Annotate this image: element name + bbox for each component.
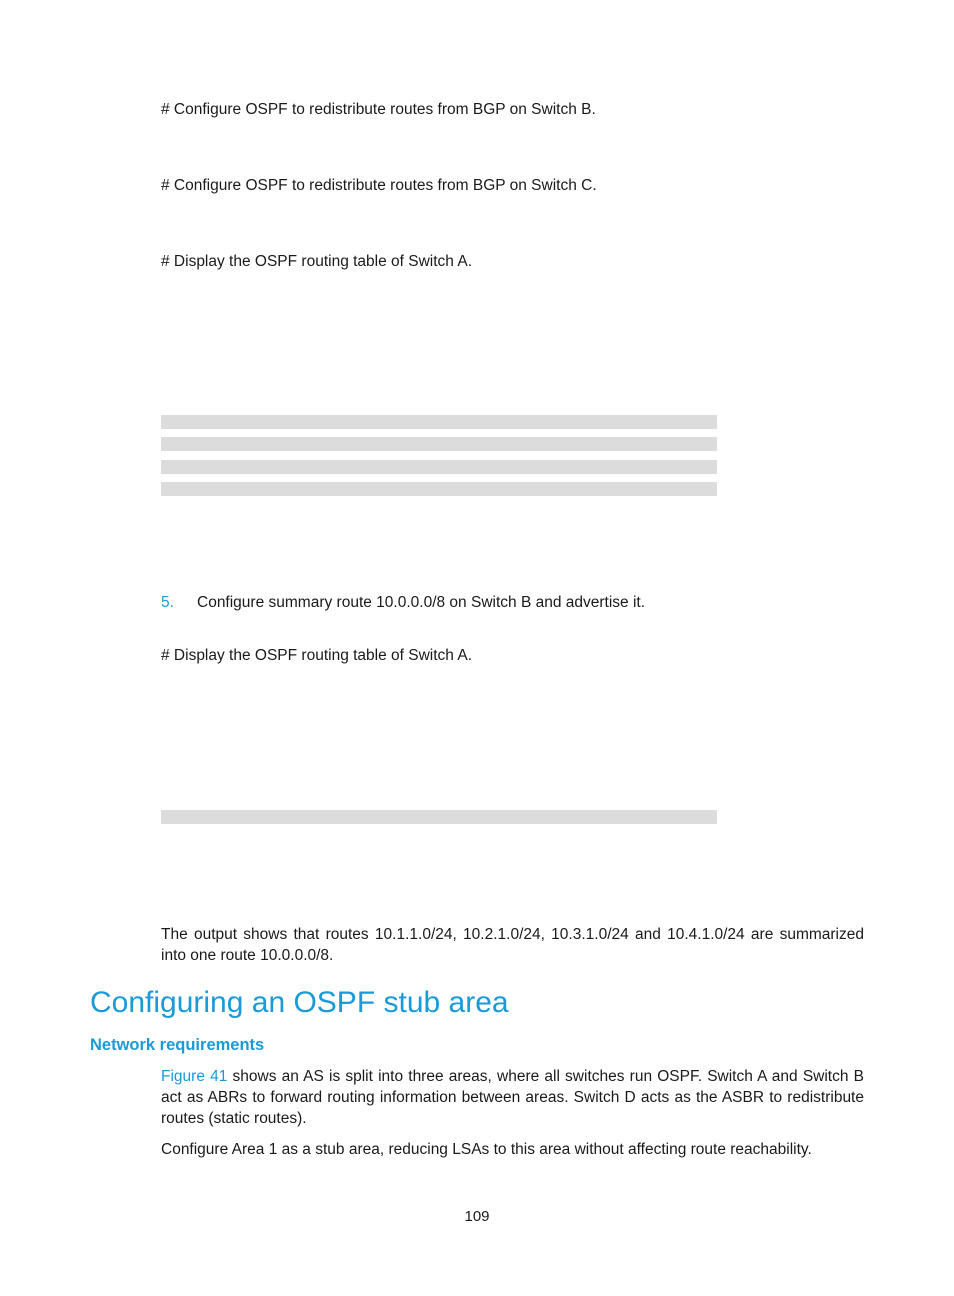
step-text: Configure summary route 10.0.0.0/8 on Switch B and advertise it.: [197, 594, 646, 611]
requirements-paragraph: [161, 1066, 864, 1129]
summary-paragraph: The output shows that routes 10.1.1.0/24, 10.2.1.0/24, 10.3.1.0/24 and 10.4.1.0/24 are summarized into one route 10.0.0.0/8.: [161, 926, 864, 964]
page-number: 109: [464, 1208, 490, 1225]
highlight-bar: [161, 482, 717, 496]
highlight-bar: [161, 460, 717, 474]
section-title: Configuring an OSPF stub area: [90, 986, 509, 1019]
instruction-line: # Display the OSPF routing table of Switch A.: [161, 253, 473, 270]
highlight-bar: [161, 415, 717, 429]
instruction-line: # Configure OSPF to redistribute routes from BGP on Switch C.: [161, 177, 597, 194]
highlight-bar: [161, 437, 717, 451]
stub-area-paragraph: Configure Area 1 as a stub area, reducing LSAs to this area without affecting route reachability.: [161, 1141, 812, 1158]
highlight-bar: [161, 810, 717, 824]
figure-link[interactable]: Figure 41: [161, 1068, 228, 1085]
step-item: [161, 592, 646, 613]
paragraph-text: shows an AS is split into three areas, where all switches run OSPF. Switch A and Switch B act as ABRs to forward routing information between areas. Switch D acts as the ASBR to redistribute routes (static routes).: [161, 1068, 864, 1127]
instruction-line: # Display the OSPF routing table of Switch A.: [161, 647, 473, 664]
step-number: 5.: [161, 594, 174, 611]
subsection-title: Network requirements: [90, 1036, 265, 1054]
instruction-line: # Configure OSPF to redistribute routes from BGP on Switch B.: [161, 101, 596, 118]
